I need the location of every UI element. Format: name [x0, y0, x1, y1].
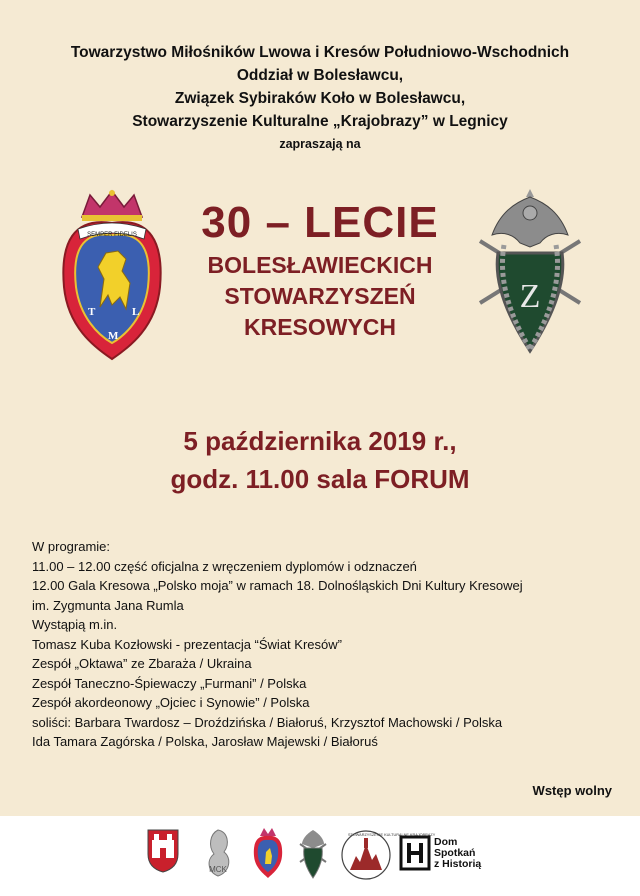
invite-text: zapraszają na [279, 137, 361, 151]
crest-letter-m: M [108, 330, 119, 342]
program-line: W programie: [32, 539, 111, 554]
dsh-line: Dom [434, 835, 458, 848]
event-date-block [0, 422, 640, 498]
title-main: 30 – LECIE [201, 198, 439, 247]
program-line: Zespół Taneczno-Śpiewaczy „Furmani” / Polska [32, 675, 307, 691]
title-line: BOLESŁAWIECKICH [207, 252, 433, 278]
event-title [160, 196, 480, 343]
sybiracy-crest-icon [474, 183, 586, 359]
organizers-block [0, 41, 640, 156]
organizer-line: Stowarzyszenie Kulturalne „Krajobrazy” w Legnicy [132, 113, 508, 130]
program-list [32, 537, 632, 752]
event-date: 5 października 2019 r., [183, 426, 457, 456]
organizer-line: Związek Sybiraków Koło w Bolesławcu, [174, 90, 466, 107]
tml-crest-icon [60, 187, 164, 361]
crest-letter-l: L [132, 306, 140, 318]
tml-small-crest-icon [252, 826, 284, 880]
free-entry-text: Wstęp wolny [532, 783, 612, 798]
dsh-line: z Historią [434, 857, 482, 870]
event-time-place: godz. 11.00 sala FORUM [170, 464, 470, 494]
krajobrazy-ring-text: STOWARZYSZENIE KULTURALNE KRAJOBRAZY [348, 833, 436, 837]
program-line: 11.00 – 12.00 część oficjalna z wręczeniem dyplomów i odznaczeń [32, 558, 417, 574]
dsh-mark-icon [400, 836, 430, 870]
dsh-text [434, 837, 481, 870]
title-line: KRESOWYCH [243, 314, 397, 340]
mck-logo-text: MCK [209, 865, 227, 874]
crest-banner-text: SEMPER FIDELIS [87, 232, 137, 238]
dsh-logo [400, 836, 481, 870]
program-line: Zespół akordeonowy „Ojciec i Synowie” / Polska [32, 695, 310, 710]
program-line: Ida Tamara Zagórska / Polska, Jarosław Majewski / Białoruś [32, 734, 378, 749]
mck-logo-icon [198, 826, 238, 882]
program-line: Wystąpią m.in. [32, 617, 118, 632]
svg-text:Z: Z [519, 278, 541, 315]
program-line: Zespół „Oktawa” ze Zbaraża / Ukraina [32, 656, 252, 671]
program-line: im. Zygmunta Jana Rumla [32, 597, 184, 613]
crest-letter-t: T [88, 306, 96, 318]
title-line: STOWARZYSZEŃ [224, 283, 416, 309]
sybiracy-small-crest-icon [298, 826, 328, 880]
program-line: 12.00 Gala Kresowa „Polsko moja” w ramach 18. Dolnośląskich Dni Kultury Kresowej [32, 578, 523, 593]
krajobrazy-logo-icon [340, 826, 436, 884]
program-line: Tomasz Kuba Kozłowski - prezentacja “Świat Kresów” [32, 636, 342, 652]
organizer-line: Towarzystwo Miłośników Lwowa i Kresów Południowo-Wschodnich [70, 44, 570, 61]
program-line: soliści: Barbara Twardosz – Droździńska / Białoruś, Krzysztof Machowski / Polska [32, 714, 503, 730]
organizer-line: Oddział w Bolesławcu, [236, 67, 404, 84]
dsh-line: Spotkań [434, 846, 476, 859]
boleslawiec-coat-of-arms-icon [146, 826, 180, 874]
sponsor-footer [0, 816, 640, 896]
